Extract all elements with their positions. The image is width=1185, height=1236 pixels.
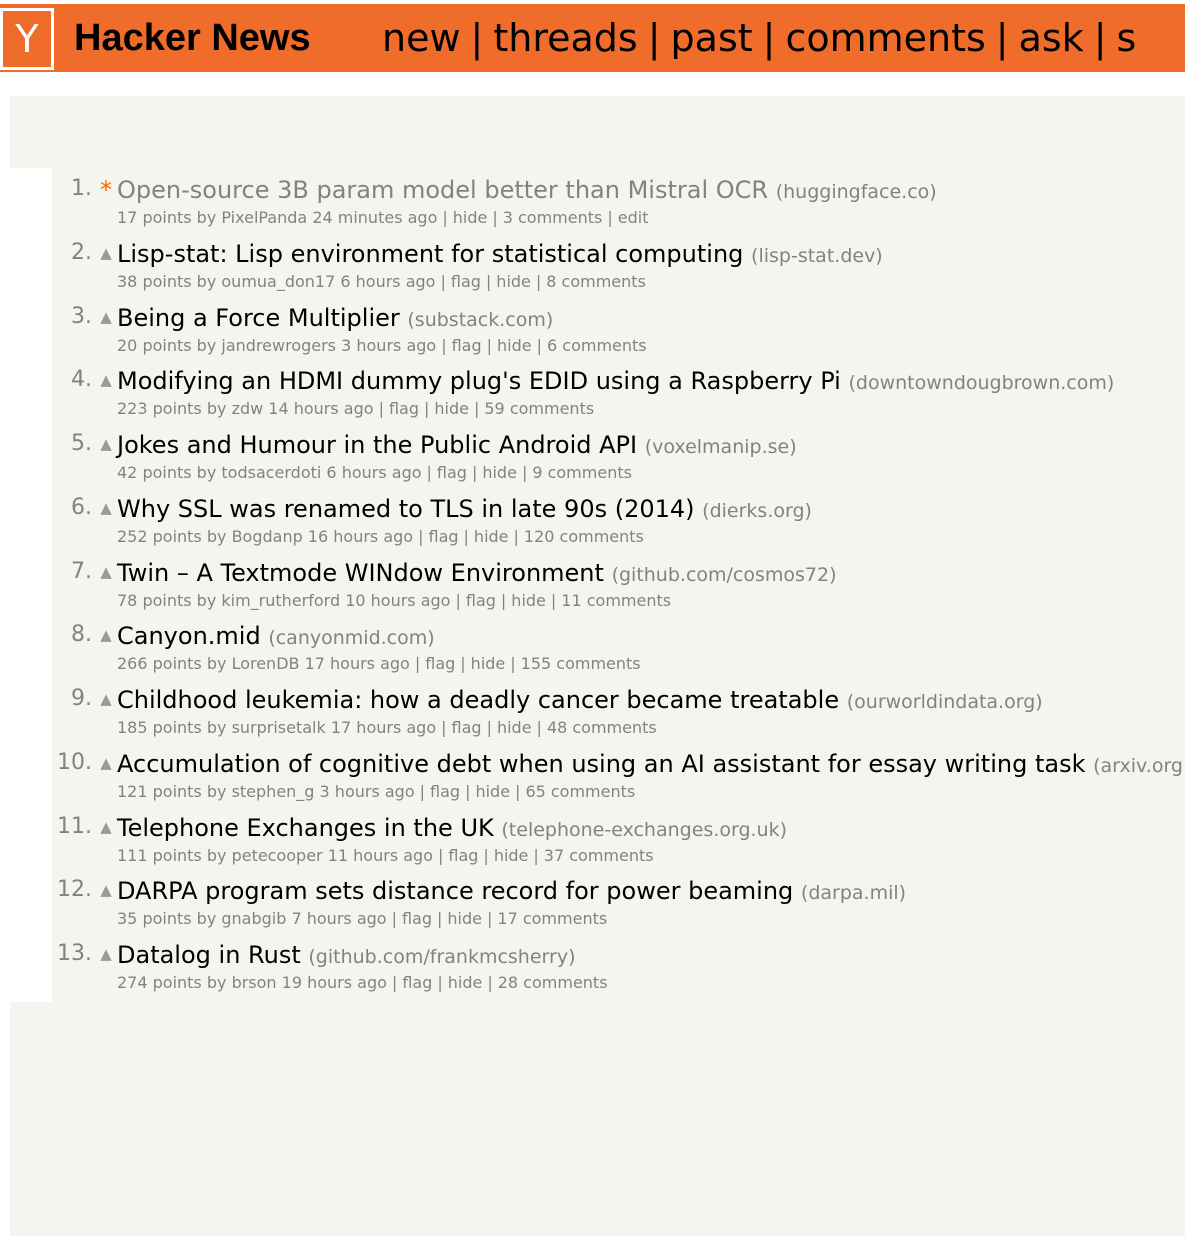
story-row [10, 493, 1185, 557]
story-subtext [117, 526, 644, 548]
story-row [10, 429, 1185, 493]
flag-link[interactable]: flag [436, 463, 467, 482]
subtext-separator: | [465, 781, 471, 801]
subtext-separator: | [486, 335, 493, 355]
story-subtext [117, 653, 641, 675]
flag-link[interactable]: flag [451, 718, 482, 737]
nav-submit[interactable]: s [1116, 16, 1137, 60]
nav-separator: | [647, 16, 661, 60]
story-title-link[interactable]: Childhood leukemia: how a deadly cancer became treatable [117, 686, 840, 714]
upvote-arrow-icon[interactable]: ▲ [100, 817, 112, 836]
story-list-panel [10, 96, 1185, 1236]
story-subtext [117, 717, 657, 739]
upvote-arrow-icon[interactable]: ▲ [100, 881, 112, 900]
upvote-arrow-icon[interactable]: ▲ [100, 307, 112, 326]
subtext-separator: | [437, 973, 443, 992]
hide-link[interactable]: hide [473, 526, 509, 546]
story-meta[interactable]: 17 points by PixelPanda 24 minutes ago [117, 208, 438, 227]
story-rank: 8. [71, 622, 92, 648]
subtext-separator: | [487, 973, 493, 992]
story-meta[interactable]: 111 points by petecooper 11 hours ago [117, 845, 433, 865]
subtext-separator: | [521, 463, 528, 482]
hide-link[interactable]: hide [434, 399, 469, 419]
story-meta[interactable]: 42 points by todsacerdoti 6 hours ago [117, 463, 422, 482]
story-row [10, 557, 1185, 621]
subtext-separator: | [485, 271, 492, 291]
hide-link[interactable]: hide [475, 781, 511, 801]
subtext-separator: | [487, 909, 493, 929]
comments-link[interactable]: 48 comments [546, 718, 657, 737]
hide-link[interactable]: hide [447, 973, 483, 992]
upvote-arrow-icon[interactable]: ▲ [100, 690, 112, 708]
flag-link[interactable]: flag [430, 781, 461, 801]
subtext-separator: | [515, 781, 521, 801]
upvote-arrow-icon[interactable]: ▲ [100, 753, 112, 772]
comments-link[interactable]: 8 comments [546, 271, 646, 291]
comments-link[interactable]: 6 comments [547, 335, 647, 355]
story-row [10, 939, 1185, 1003]
story-site-link[interactable]: (huggingface.co) [775, 181, 937, 203]
story-row [10, 238, 1185, 302]
comments-link[interactable]: 9 comments [532, 463, 632, 482]
story-meta[interactable]: 121 points by stephen_g 3 hours ago [117, 781, 415, 801]
story-subtext [117, 398, 594, 420]
story-rank: 2. [71, 239, 92, 265]
nav-threads[interactable]: threads [493, 16, 638, 60]
hide-link[interactable]: hide [496, 718, 532, 737]
subtext-separator: | [424, 399, 430, 419]
hide-link[interactable]: hide [482, 463, 517, 482]
subtext-separator: | [533, 845, 539, 865]
story-rank: 13. [57, 941, 92, 966]
story-site-link[interactable]: (lisp-stat.dev) [751, 244, 883, 267]
story-row [10, 365, 1185, 429]
hide-link[interactable]: hide [493, 845, 529, 865]
upvote-arrow-icon[interactable]: ▲ [100, 626, 112, 645]
subtext-separator: | [483, 845, 489, 865]
story-titleline [117, 939, 575, 973]
nav-separator: | [762, 16, 776, 60]
story-title-link[interactable]: Accumulation of cognitive debt when using an AI assistant for essay writing task [117, 749, 1086, 778]
story-site-link[interactable]: (arxiv.org [1093, 754, 1183, 777]
story-row [10, 684, 1185, 748]
story-title-link[interactable]: Being a Force Multiplier [117, 303, 400, 332]
hide-link[interactable]: hide [447, 909, 482, 929]
story-subtext [117, 972, 608, 994]
story-title-link[interactable]: Datalog in Rust [117, 941, 301, 969]
story-row [10, 875, 1185, 939]
comments-link[interactable]: 59 comments [484, 399, 595, 419]
nav-new[interactable]: new [382, 16, 461, 60]
story-meta[interactable]: 252 points by Bogdanp 16 hours ago [117, 526, 414, 546]
story-row [10, 174, 1185, 238]
story-titleline [117, 812, 787, 846]
story-title-link[interactable]: Jokes and Humour in the Public Android API [117, 431, 638, 459]
comments-link[interactable]: 120 comments [523, 526, 644, 546]
subtext-separator: | [455, 590, 461, 610]
upvote-arrow-icon[interactable]: ▲ [100, 435, 112, 453]
upvote-arrow-icon[interactable]: ▲ [100, 243, 112, 262]
story-site-link[interactable]: (voxelmanip.se) [644, 436, 797, 458]
story-titleline [117, 684, 1043, 718]
story-row [10, 620, 1185, 684]
story-site-link[interactable]: (ourworldindata.org) [846, 691, 1043, 713]
flag-link[interactable]: flag [465, 590, 496, 610]
subtext-separator: | [426, 463, 432, 482]
subtext-separator: | [486, 718, 492, 737]
subtext-separator: | [492, 208, 498, 227]
story-subtext [117, 781, 635, 803]
nav-separator: | [470, 16, 484, 60]
comments-link[interactable]: 28 comments [497, 973, 608, 992]
subtext-separator: | [418, 526, 424, 546]
upvote-arrow-icon[interactable]: ▲ [100, 371, 112, 390]
flag-link[interactable]: flag [428, 526, 459, 546]
story-rank: 10. [57, 749, 92, 775]
hide-link[interactable]: hide [511, 590, 546, 610]
subtext-separator: | [607, 208, 613, 227]
subtext-separator: | [437, 909, 443, 929]
comments-link[interactable]: 37 comments [543, 845, 654, 865]
story-subtext [117, 335, 647, 357]
subtext-separator: | [460, 654, 466, 674]
subtext-separator: | [391, 909, 397, 929]
subtext-separator: | [536, 718, 542, 737]
subtext-separator: | [510, 654, 516, 674]
story-rank: 11. [57, 813, 92, 839]
comments-link[interactable]: 17 comments [497, 909, 608, 929]
subtext-separator: | [500, 590, 507, 610]
hide-link[interactable]: hide [496, 271, 531, 291]
story-rank: 4. [71, 367, 92, 393]
story-title-link[interactable]: Open-source 3B param model better than Mistral OCR [117, 176, 769, 204]
story-meta[interactable]: 20 points by jandrewrogers 3 hours ago [117, 335, 437, 355]
story-rank: 7. [71, 558, 92, 584]
subtext-separator: | [419, 781, 426, 801]
story-site-link[interactable]: (substack.com) [407, 308, 554, 331]
story-rank: 9. [71, 686, 92, 711]
story-subtext [117, 908, 607, 930]
story-meta[interactable]: 78 points by kim_rutherford 10 hours ago [117, 590, 451, 610]
flag-link[interactable]: flag [401, 909, 433, 929]
story-rank: 6. [71, 494, 92, 520]
story-titleline [117, 493, 812, 527]
story-subtext [117, 462, 632, 484]
story-rank: 12. [57, 877, 92, 903]
upvote-arrow-icon[interactable]: ▲ [100, 562, 112, 581]
nav-comments[interactable]: comments [785, 16, 986, 60]
site-name-link[interactable]: Hacker News [74, 17, 311, 59]
nav-separator: | [995, 16, 1009, 60]
hide-link[interactable]: hide [497, 335, 532, 355]
story-rank: 5. [71, 431, 92, 456]
comments-link[interactable]: 3 comments [502, 208, 603, 227]
hide-link[interactable]: hide [470, 654, 506, 674]
story-titleline [117, 748, 1183, 782]
story-meta[interactable]: 223 points by zdw 14 hours ago [117, 399, 374, 419]
flag-link[interactable]: flag [451, 335, 482, 355]
story-titleline [117, 238, 883, 272]
comments-link[interactable]: 65 comments [525, 781, 636, 801]
story-site-link[interactable]: (dierks.org) [702, 499, 812, 522]
comments-link[interactable]: 11 comments [561, 590, 672, 610]
flag-link[interactable]: flag [388, 399, 419, 419]
nav-past[interactable]: past [670, 16, 753, 60]
flag-link[interactable]: flag [402, 973, 433, 992]
story-site-link[interactable]: (darpa.mil) [800, 882, 907, 905]
subtext-separator: | [414, 654, 421, 674]
story-rank: 3. [71, 303, 92, 329]
flag-link[interactable]: flag [425, 654, 456, 674]
subtext-separator: | [463, 526, 469, 546]
subtext-separator: | [535, 271, 542, 291]
nav-ask[interactable]: ask [1018, 16, 1084, 60]
subtext-separator: | [441, 718, 447, 737]
story-title-link[interactable]: DARPA program sets distance record for power beaming [117, 877, 794, 906]
story-titleline [117, 429, 797, 463]
story-row [10, 302, 1185, 366]
story-subtext [117, 271, 646, 293]
story-titleline [117, 365, 1114, 399]
subtext-separator: | [473, 399, 480, 419]
story-titleline [117, 557, 837, 591]
flag-link[interactable]: flag [448, 845, 479, 865]
story-title-link[interactable]: Canyon.mid [117, 622, 261, 651]
story-title-link[interactable]: Why SSL was renamed to TLS in late 90s (2014) [117, 494, 695, 523]
story-site-link[interactable]: (downtowndougbrown.com) [848, 372, 1115, 395]
subtext-separator: | [550, 590, 557, 610]
story-rank: 1. [71, 176, 92, 201]
story-titleline [117, 875, 906, 909]
comments-link[interactable]: 155 comments [520, 654, 641, 674]
story-site-link[interactable]: (telephone-exchanges.org.uk) [501, 818, 788, 841]
story-subtext [117, 590, 671, 612]
subtext-separator: | [442, 208, 448, 227]
story-titleline [117, 302, 553, 336]
subtext-separator: | [471, 463, 478, 482]
story-meta[interactable]: 38 points by oumua_don17 6 hours ago [117, 271, 436, 291]
upvote-arrow-icon[interactable]: ▲ [100, 498, 112, 517]
edit-link[interactable]: edit [617, 208, 649, 227]
story-row [10, 812, 1185, 876]
story-meta[interactable]: 266 points by LorenDB 17 hours ago [117, 654, 410, 674]
story-title-link[interactable]: Telephone Exchanges in the UK [117, 813, 494, 842]
top-bar [0, 4, 1185, 72]
story-title-link[interactable]: Lisp-stat: Lisp environment for statistical computing [117, 239, 744, 268]
story-site-link[interactable]: (canyonmid.com) [268, 627, 435, 650]
own-submission-star-icon: * [100, 176, 112, 204]
subtext-separator: | [391, 973, 398, 992]
story-meta[interactable]: 35 points by gnabgib 7 hours ago [117, 909, 387, 929]
y-logo[interactable]: Y [0, 8, 54, 70]
subtext-separator: | [441, 335, 447, 355]
nav-separator: | [1093, 16, 1107, 60]
story-title-link[interactable]: Modifying an HDMI dummy plug's EDID using a Raspberry Pi [117, 367, 841, 396]
flag-link[interactable]: flag [450, 271, 481, 291]
story-site-link[interactable]: (github.com/cosmos72) [611, 563, 837, 586]
story-site-link[interactable]: (github.com/frankmcsherry) [308, 946, 576, 968]
story-row [10, 748, 1185, 812]
subtext-separator: | [513, 526, 519, 546]
story-subtext [117, 207, 648, 229]
story-meta[interactable]: 274 points by brson 19 hours ago [117, 973, 387, 992]
story-meta[interactable]: 185 points by surprisetalk 17 hours ago [117, 718, 437, 737]
subtext-separator: | [536, 335, 542, 355]
story-titleline [117, 174, 937, 208]
upvote-arrow-icon[interactable]: ▲ [100, 945, 112, 963]
hide-link[interactable]: hide [452, 208, 488, 227]
top-nav [382, 4, 1136, 72]
story-title-link[interactable]: Twin – A Textmode WINdow Environment [117, 558, 604, 587]
story-subtext [117, 845, 654, 867]
story-titleline [117, 620, 435, 654]
subtext-separator: | [437, 845, 444, 865]
subtext-separator: | [440, 271, 446, 291]
subtext-separator: | [378, 399, 384, 419]
